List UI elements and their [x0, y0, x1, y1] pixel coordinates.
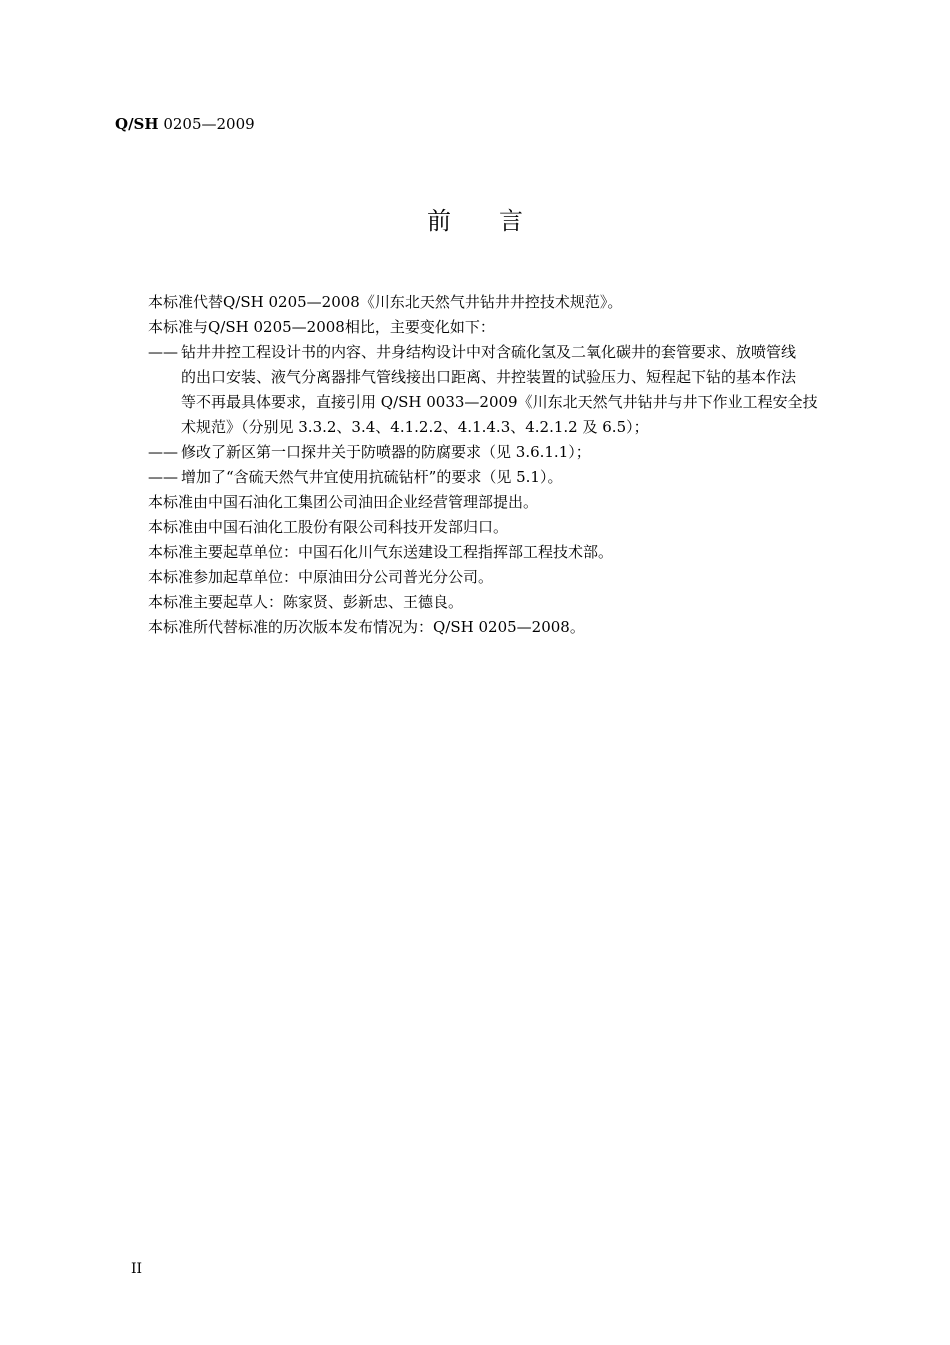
- page-title-char-2: 言: [499, 207, 523, 235]
- list-dash: ——: [148, 443, 178, 461]
- paragraph-administered-by: 本标准由中国石油化工股份有限公司科技开发部归口。: [148, 518, 509, 536]
- page-number: II: [131, 1261, 143, 1277]
- change-item-2-text: 修改了新区第一口探井关于防喷器的防腐要求（见 3.6.1.1）；: [181, 443, 591, 461]
- page-title: [0, 205, 950, 237]
- paragraph-previous-editions: 本标准所代替标准的历次版本发布情况为：Q/SH 0205—2008。: [148, 618, 585, 636]
- list-dash: ——: [148, 468, 178, 486]
- change-item-3: [148, 465, 868, 490]
- standard-code-number: 0205—2009: [158, 115, 255, 133]
- paragraph-replaces: 本标准代替Q/SH 0205—2008《川东北天然气井钻井井控技术规范》。: [148, 293, 623, 311]
- change-item-1-line-1: 钻井井控工程设计书的内容、井身结构设计中对含硫化氢及二氧化碳井的套管要求、放喷管线: [181, 343, 797, 361]
- paragraph-changes-intro: 本标准与Q/SH 0205—2008相比，主要变化如下：: [148, 318, 495, 336]
- standard-code: [115, 115, 255, 133]
- change-item-1: [148, 340, 868, 440]
- change-item-1-line-2: 的出口安装、液气分离器排气管线接出口距离、井控装置的试验压力、短程起下钻的基本作法: [181, 368, 797, 386]
- change-item-1-line-4: 术规范》（分别见 3.3.2、3.4、4.1.2.2、4.1.4.3、4.2.1.2 及 6.5）；: [181, 418, 649, 436]
- change-item-3-text: 增加了“含硫天然气井宜使用抗硫钻杆”的要求（见 5.1）。: [181, 468, 563, 486]
- paragraph-participating-unit: 本标准参加起草单位：中原油田分公司普光分公司。: [148, 568, 494, 586]
- paragraph-main-drafting-unit: 本标准主要起草单位：中国石化川气东送建设工程指挥部工程技术部。: [148, 543, 614, 561]
- list-dash: ——: [148, 343, 178, 361]
- paragraph-main-drafters: 本标准主要起草人：陈家贤、彭新忠、王德良。: [148, 593, 464, 611]
- paragraph-proposed-by: 本标准由中国石油化工集团公司油田企业经营管理部提出。: [148, 493, 539, 511]
- foreword-body: [148, 290, 868, 640]
- standard-code-prefix: Q/SH: [115, 115, 159, 133]
- page-title-char-1: 前: [427, 207, 451, 235]
- change-item-1-line-3: 等不再最具体要求，直接引用 Q/SH 0033—2009《川东北天然气井钻井与井下作业工程安全技: [181, 393, 818, 411]
- change-item-2: [148, 440, 868, 465]
